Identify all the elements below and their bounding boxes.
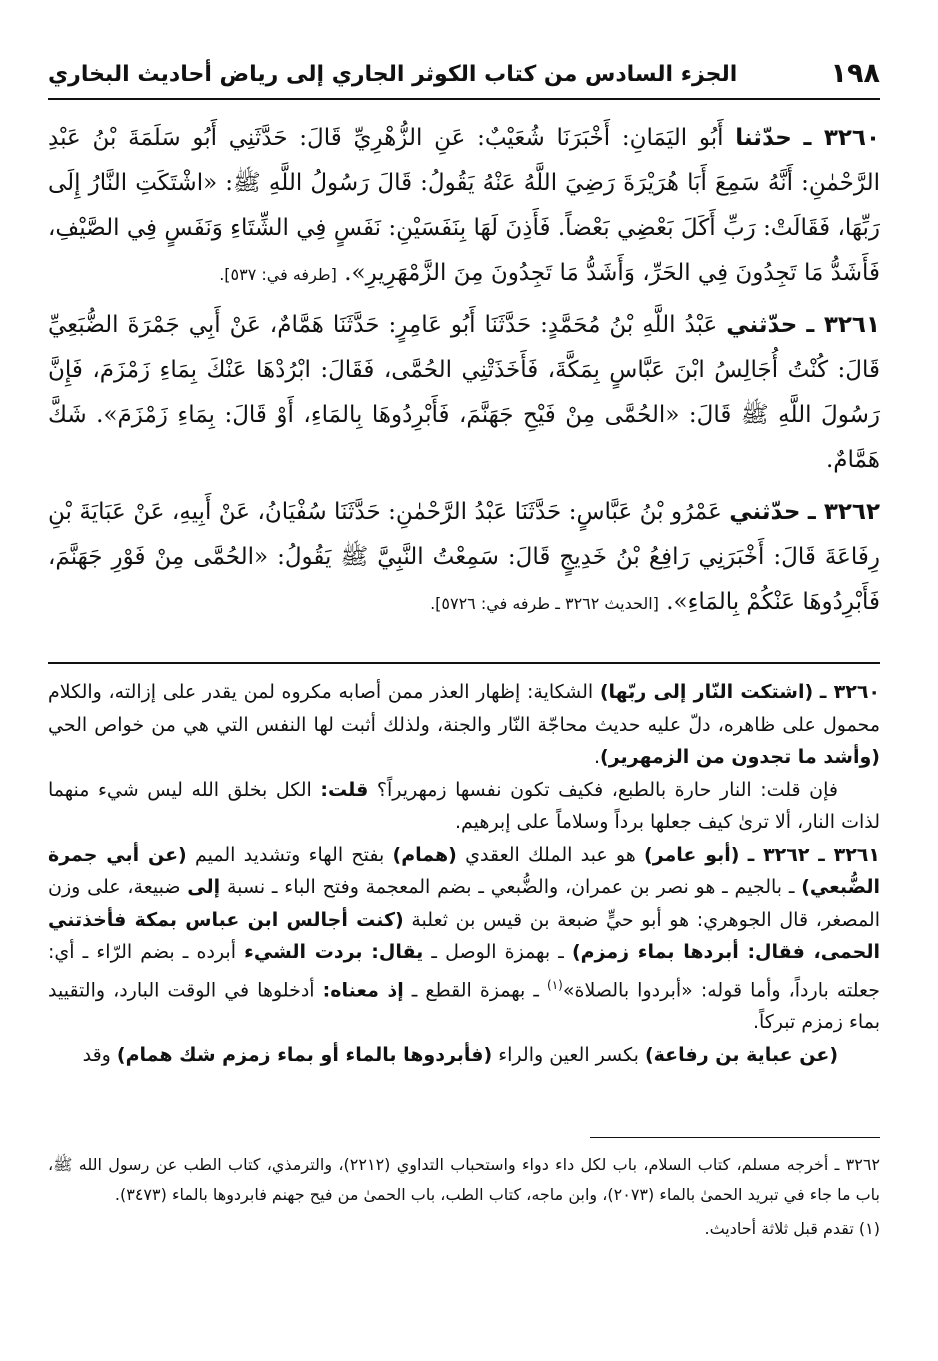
hadith-text: عَمْرُو بْنُ عَبَّاسٍ: حَدَّثَنَا عَبْدُ الرَّحْمٰنِ: حَدَّثَنَا سُفْيَانُ، عَنْ أَبِيهِ، عَنْ عَبَايَةَ بْنِ رِفَاعَةَ قَالَ: أَخْبَرَنِي رَافِعُ بْنُ خَدِيجٍ قَالَ: سَمِعْتُ النَّبِيَّ ﷺ يَقُولُ: «الحُمَّى مِنْ فَوْرِ جَهَنَّمَ، فَأَبْرِدُوهَا عَنْكُمْ بِالمَاءِ». [48, 499, 880, 615]
book-title: الجزء السادس من كتاب الكوثر الجاري إلى رياض أحاديث البخاري [48, 62, 738, 87]
hadith-text: عَبْدُ اللَّهِ بْنُ مُحَمَّدٍ: حَدَّثَنَا أَبُو عَامِرٍ: حَدَّثَنَا هَمَّامٌ، عَنْ أَبِي جَمْرَةَ الضُّبَعِيِّ قَالَ: كُنْتُ أُجَالِسُ ابْنَ عَبَّاسٍ بِمَكَّةَ، فَأَخَذَتْنِي الحُمَّى، فَقَالَ: ابْرُدْهَا عَنْكَ بِمَاءِ زَمْزَمَ، فَإِنَّ رَسُولَ اللَّهِ ﷺ قَالَ: «الحُمَّى مِنْ فَيْحِ جَهَنَّمَ، فَأَبْرِدُوهَا بِالمَاءِ، أَوْ قَالَ: بِمَاءِ زَمْزَمَ». شَكَّ هَمَّامٌ. [48, 312, 880, 473]
page-header [48, 52, 880, 100]
commentary-3261-3262: ٣٢٦١ ـ ٣٢٦٢ ـ (أبو عامر) هو عبد الملك العقدي (همام) بفتح الهاء وتشديد الميم (عن أبي جمرة الضُّبعي) ـ بالجيم ـ هو نصر بن عمران، والضُّبعي ـ بضم المعجمة وفتح الباء ـ نسبة إلى ضبيعة، على وزن المصغر، قال الجوهري: هو أبو حيٍّ ضبعة بن قيس بن ثعلبة (كنت أجالس ابن عباس بمكة فأخذتني الحمى، فقال: أبردها بماء زمزم) ـ بهمزة الوصل ـ يقال: بردت الشيء أبرده ـ بضم الرّاء ـ أي: جعلته بارداً، وأما قوله: «أبردوا بالصلاة»$^{(١)}$ ـ بهمزة القطع ـ إذ معناه: أدخلوها في الوقت البارد، والتقييد بماء زمزم تبركاً. [48, 843, 881, 1034]
hadith-reference: [الحديث ٣٢٦٢ ـ طرفه في: ٥٧٢٦]. [430, 594, 659, 613]
commentary-3260: ٣٢٦٠ ـ (اشتكت النّار إلى ربّها) الشكاية: إظهار العذر ممن أصابه مكروه لمن يقدر على إزالته، والكلام محمول على ظاهره، دلّ عليه حديث محاجّة النّار والجنة، ولذلك أثبت لها النفس التي هي من خواص الحي (وأشد ما تجدون من الزمهرير). [48, 681, 881, 768]
hadith-3261 [48, 303, 880, 483]
hadith-number: ٣٢٦٠ ـ [803, 125, 880, 151]
commentary-question: فإن قلت: النار حارة بالطبع، فكيف تكون نفسها زمهريراً؟ قلت: الكل بخلق الله ليس شيء منهما لذات النار، ألا ترىٰ كيف جعلها برداً وسلاماً على إبرهيم. [48, 778, 880, 833]
hadith-reference: [طرفه في: ٥٣٧]. [219, 265, 337, 284]
footnote-number: (١) [858, 1219, 880, 1238]
commentary-number: ٣٢٦٠ ـ [819, 681, 881, 703]
hadith-number: ٣٢٦١ ـ [806, 312, 880, 338]
footnote-separator [590, 1137, 880, 1138]
commentary-section [48, 676, 880, 1071]
hadith-3260 [48, 116, 880, 297]
commentary-quote: (اشتكت النّار إلى ربّها) [599, 681, 814, 703]
footnote-1: (١) تقدم قبل ثلاثة أحاديث. [704, 1219, 880, 1238]
hadith-opening: حدّثني [726, 312, 798, 338]
commentary-quote: (وأشد ما تجدون من الزمهرير) [600, 746, 880, 768]
page-number: ١٩٨ [830, 58, 880, 89]
hadith-opening: حدّثنا [735, 125, 792, 151]
hadith-3262 [48, 490, 880, 626]
footnotes [48, 1150, 880, 1244]
hadith-text: أَبُو اليَمَانِ: أَخْبَرَنَا شُعَيْبٌ: عَنِ الزُّهْرِيِّ قَالَ: حَدَّثَنِي أَبُو سَلَمَةَ بْنُ عَبْدِ الرَّحْمٰنِ: أَنَّهُ سَمِعَ أَبَا هُرَيْرَةَ رَضِيَ اللَّهُ عَنْهُ يَقُولُ: قَالَ رَسُولُ اللَّهِ ﷺ: «اشْتَكَتِ النَّارُ إِلَى رَبِّهَا، فَقَالَتْ: رَبِّ أَكَلَ بَعْضِي بَعْضاً. فَأَذِنَ لَهَا بِنَفَسَيْنِ: نَفَسٍ فِي الشِّتَاءِ وَنَفَسٍ فِي الصَّيْفِ، فَأَشَدُّ مَا تَجِدُونَ فِي الحَرِّ، وَأَشَدُّ مَا تَجِدُونَ مِنَ الزَّمْهَرِيرِ». [48, 125, 880, 286]
takhrij-note: ٣٢٦٢ ـ أخرجه مسلم، كتاب السلام، باب لكل داء دواء واستحباب التداوي (٢٢١٢)، والترمذي، كتاب الطب عن رسول الله ﷺ، باب ما جاء في تبريد الحمىٰ بالماء (٢٠٧٣)، وابن ماجه، كتاب الطب، باب الحمىٰ من فيح جهنم فابردوها بالماء (٣٤٧٣). [48, 1155, 881, 1204]
hadith-number: ٣٢٦٢ ـ [807, 499, 881, 525]
footnote-marker: (١) [547, 977, 563, 992]
commentary-separator [48, 662, 880, 664]
hadith-opening: حدّثني [729, 499, 801, 525]
commentary-abaya: (عن عباية بن رفاعة) بكسر العين والراء (فأبردوها بالماء أو بماء زمزم شك همام) وقد [82, 1043, 838, 1066]
commentary-number: ٣٢٦١ ـ ٣٢٦٢ ـ [747, 843, 880, 866]
